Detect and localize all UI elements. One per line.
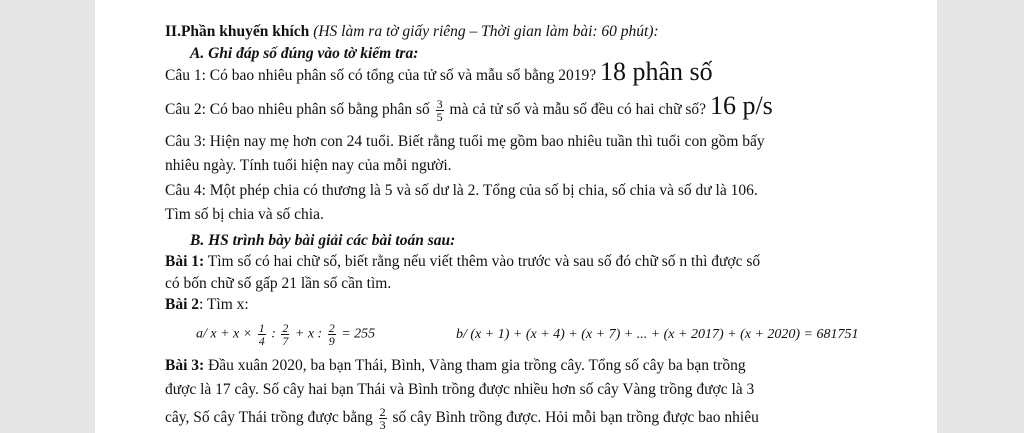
exercise-2-title: Bài 2: Tìm x:	[165, 296, 249, 313]
exercise-1-line-1: Bài 1: Tìm số có hai chữ số, biết rằng nếu viết thêm vào trước và sau số đó chữ số n thì được số	[165, 253, 761, 270]
exercise-3-line-1: Bài 3: Đầu xuân 2020, ba bạn Thái, Bình, Vàng tham gia trồng cây. Tổng số cây ba bạn trồng	[165, 357, 746, 374]
question-4-line-1: Câu 4: Một phép chia có thương là 5 và số dư là 2. Tổng của số bị chia, số chia và số dư là 106.	[165, 182, 758, 199]
b3-fraction: $\frac{2}{3}$	[379, 405, 386, 432]
section-title-bold: II.Phần khuyến khích	[165, 23, 310, 40]
part-b-title: B. HS trình bày bài giải các bài toán sau:	[190, 232, 456, 249]
question-3-line-1: Câu 3: Hiện nay mẹ hơn con 24 tuổi. Biết rằng tuổi mẹ gồm bao nhiêu tuần thì tuổi con gồm bấy	[165, 133, 765, 150]
section-title	[165, 22, 659, 42]
q2-fraction: $\frac{3}{5}$	[436, 96, 443, 124]
question-4-line-2: Tìm số bị chia và số chia.	[165, 206, 324, 223]
question-2: Câu 2: Có bao nhiêu phân số bằng phân số $\frac{3}{5}$ mà cả tử số và mẫu số đều có hai chữ số? 16 p/s	[165, 91, 773, 124]
question-3-line-2: nhiêu ngày. Tính tuổi hiện nay của mỗi người.	[165, 157, 452, 174]
q2-handwritten-answer: 16 p/s	[709, 91, 773, 120]
exercise-2b-equation: b/ (x + 1) + (x + 4) + (x + 7) + ... + (x + 2017) + (x + 2020) = 681751	[456, 327, 859, 342]
question-1: Câu 1: Có bao nhiêu phân số có tổng của tử số và mẫu số bằng 2019? 18 phân số	[165, 57, 713, 86]
part-a-title: A. Ghi đáp số đúng vào tờ kiểm tra:	[190, 45, 419, 62]
exercise-3-line-3: cây, Số cây Thái trồng được bằng $\frac{2}{3}$ số cây Bình trồng được. Hỏi mỗi bạn trồng được bao nhiêu	[165, 405, 759, 432]
exercise-2a-equation: a/ x + x × $\frac{1}{4}$ : $\frac{2}{7}$ + x : $\frac{2}{9}$ = 255	[196, 321, 376, 348]
exercise-3-line-2: được là 17 cây. Số cây hai bạn Thái và Bình trồng được nhiều hơn số cây Vàng trồng được là 3	[165, 381, 755, 398]
q1-handwritten-answer: 18 phân số	[600, 57, 713, 86]
exercise-1-line-2: có bốn chữ số gấp 21 lần số cần tìm.	[165, 275, 392, 292]
section-title-rest: (HS làm ra tờ giấy riêng – Thời gian làm bài: 60 phút):	[309, 23, 659, 40]
